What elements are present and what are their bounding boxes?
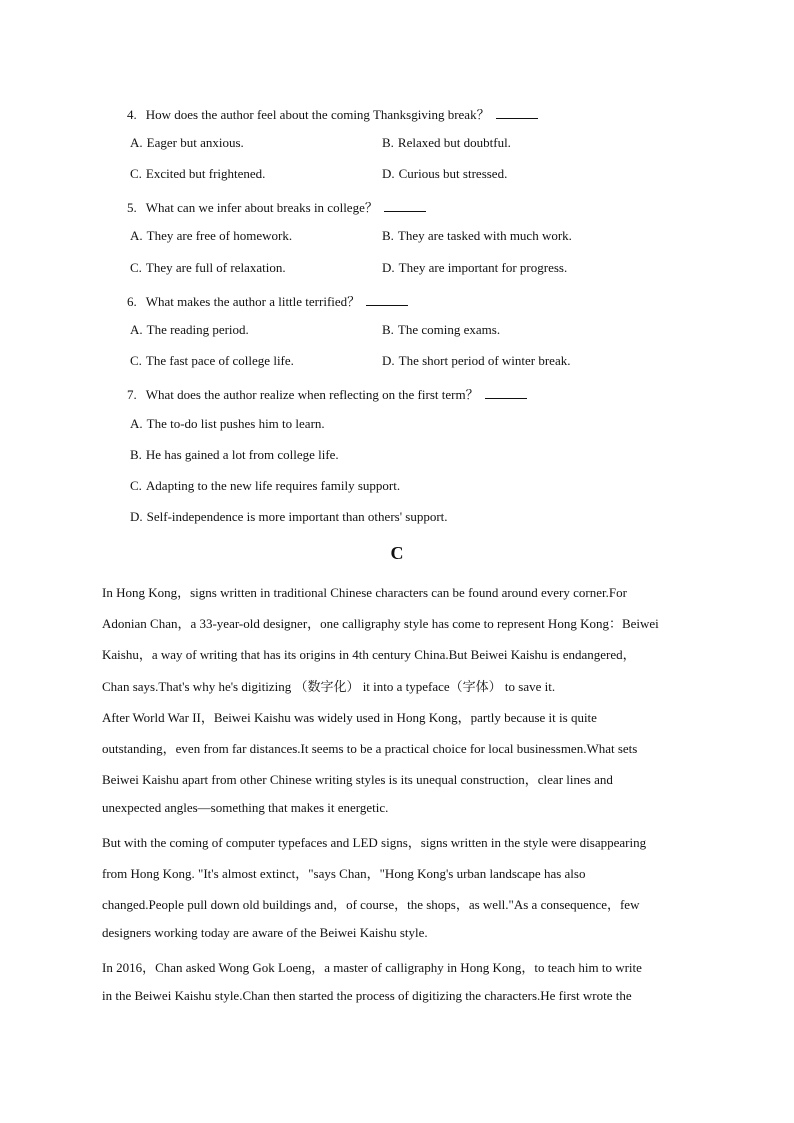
option-7c <box>130 478 400 494</box>
passage-line: In 2016，Chan asked Wong Gok Loeng，a master of calligraphy in Hong Kong，to teach him to write <box>102 960 642 975</box>
passage-line: outstanding，even from far distances.It seems to be a practical choice for local businessmen.What sets <box>102 741 638 756</box>
option-letter: B. <box>382 135 394 150</box>
passage-line: In Hong Kong，signs written in traditional Chinese characters can be found around every corner.For <box>102 585 627 600</box>
option-letter: B. <box>130 447 142 462</box>
option-letter: A. <box>130 322 143 337</box>
answer-blank <box>496 107 538 119</box>
option-text: The reading period. <box>146 322 249 337</box>
option-6b <box>382 322 500 338</box>
option-letter: C. <box>130 260 142 275</box>
option-letter: A. <box>130 416 143 431</box>
passage-line: Kaishu，a way of writing that has its origins in 4th century China.But Beiwei Kaishu is endangered， <box>102 647 636 662</box>
option-text: Self-independence is more important than others' support. <box>146 509 448 524</box>
question-number: 6. <box>127 294 137 309</box>
option-4a <box>130 135 244 151</box>
passage-line: But with the coming of computer typefaces and LED signs，signs written in the style were disappearing <box>102 835 647 850</box>
option-text: Adapting to the new life requires family support. <box>145 478 401 493</box>
question-6 <box>127 291 408 310</box>
option-5a <box>130 228 292 244</box>
option-letter: D. <box>130 509 143 524</box>
option-text: They are important for progress. <box>398 260 568 275</box>
option-6c <box>130 353 294 369</box>
answer-blank <box>485 387 527 399</box>
option-text: Relaxed but doubtful. <box>397 135 511 150</box>
option-letter: D. <box>382 260 395 275</box>
passage-line: Adonian Chan，a 33-year-old designer，one calligraphy style has come to represent Hong Kong：Beiwei <box>102 616 659 631</box>
question-number: 7. <box>127 387 137 402</box>
option-text: He has gained a lot from college life. <box>145 447 339 462</box>
question-number: 4. <box>127 107 137 122</box>
question-number: 5. <box>127 200 137 215</box>
option-text: Eager but anxious. <box>146 135 244 150</box>
option-5d <box>382 260 567 276</box>
option-letter: A. <box>130 135 143 150</box>
option-text: The coming exams. <box>397 322 501 337</box>
option-7b <box>130 447 339 463</box>
question-text: What makes the author a little terrified？ <box>145 294 361 309</box>
passage-line: After World War II，Beiwei Kaishu was widely used in Hong Kong，partly because it is quite <box>102 710 597 725</box>
question-text: What can we infer about breaks in college？ <box>145 200 378 215</box>
option-6d <box>382 353 570 369</box>
option-letter: B. <box>382 228 394 243</box>
question-7 <box>127 384 527 403</box>
answer-blank <box>366 294 408 306</box>
option-text: Curious but stressed. <box>398 166 508 181</box>
option-7a <box>130 416 325 432</box>
option-4d <box>382 166 507 182</box>
option-letter: C. <box>130 166 142 181</box>
option-text: The short period of winter break. <box>398 353 571 368</box>
section-heading: C <box>390 543 404 563</box>
option-7d <box>130 509 448 525</box>
passage-line: Beiwei Kaishu apart from other Chinese writing styles is its unequal construction，clear lines and <box>102 772 613 787</box>
option-text: They are free of homework. <box>146 228 293 243</box>
passage-line: changed.People pull down old buildings and，of course，the shops，as well."As a consequence，few <box>102 897 640 912</box>
option-text: They are tasked with much work. <box>397 228 572 243</box>
passage-line: Chan says.That's why he's digitizing （数字化） it into a typeface（字体） to save it. <box>102 679 556 694</box>
option-5b <box>382 228 572 244</box>
option-text: They are full of relaxation. <box>145 260 286 275</box>
option-letter: A. <box>130 228 143 243</box>
question-text: What does the author realize when reflecting on the first term？ <box>145 387 479 402</box>
passage-line: designers working today are aware of the Beiwei Kaishu style. <box>102 925 428 940</box>
option-letter: D. <box>382 166 395 181</box>
option-5c <box>130 260 286 276</box>
passage-line: unexpected angles—something that makes it energetic. <box>102 800 389 815</box>
question-4 <box>127 104 538 123</box>
option-4b <box>382 135 511 151</box>
passage-line: in the Beiwei Kaishu style.Chan then started the process of digitizing the characters.He first wrote the <box>102 988 632 1003</box>
option-6a <box>130 322 249 338</box>
option-text: The to-do list pushes him to learn. <box>146 416 325 431</box>
option-letter: C. <box>130 478 142 493</box>
option-4c <box>130 166 265 182</box>
answer-blank <box>384 200 426 212</box>
option-text: Excited but frightened. <box>145 166 266 181</box>
option-letter: B. <box>382 322 394 337</box>
option-letter: C. <box>130 353 142 368</box>
option-text: The fast pace of college life. <box>145 353 294 368</box>
passage-line: from Hong Kong. "It's almost extinct，"says Chan，"Hong Kong's urban landscape has also <box>102 866 586 881</box>
option-letter: D. <box>382 353 395 368</box>
question-text: How does the author feel about the coming Thanksgiving break？ <box>145 107 490 122</box>
question-5 <box>127 197 426 216</box>
